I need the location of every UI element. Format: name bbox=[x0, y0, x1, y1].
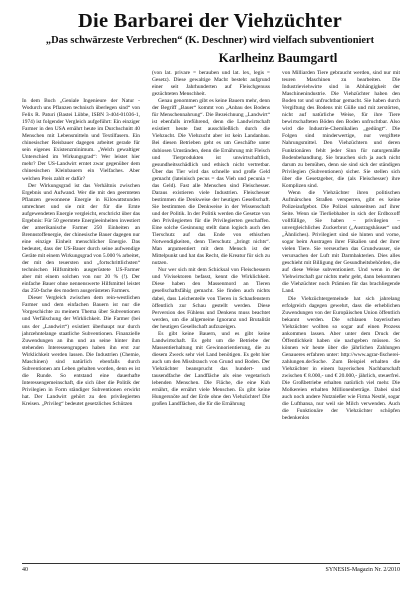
article-subtitle: „Das schwärzeste Verbrechen“ (K. Deschner) wird vielfach subventioniert bbox=[45, 35, 375, 46]
paragraph: Wenn die Viehzüchter ihren politischen Aufmärschen Straßen versperren, gibt es keine Polizeiaufgebot. Die Polizei sahnseitsen auf ihrer Seite. Wenn sie Tierliebhaber in sich der Erdboxoff vollfüllige, Sie haben – privilegien – unvergleichliches Zuckerbrot („Austragshäuser“ und „Ähnliches). Privilegiert sind sie hinten und vorne, sogar beim Austragen ihrer Fäkalien und der ihrer vielen Tiere. Sie verseuchen das Grundwasser, sie verursachen der Luft mit Darmbakterien. Dies alles geschieht mit Billigung der Gesundheitsbehörden, die auf diese Weise subventioniert. Und wenn in der Viehwirtschaft gar nichts mehr geht, dann bekommen die Viehzüchter noch Prämien für das brachliegende Land. bbox=[282, 189, 400, 295]
text-column-3 bbox=[282, 70, 400, 560]
page-number: 40 bbox=[22, 567, 28, 573]
paragraph: Nur wer sich mit dem Schicksal von Fleischessern und Vivisektoren befasst, kennt die Wirklichkeit. Diese haben den Massenmord an Tieren gesellschaftsfähig gemacht. Sie finden auch nichts dabei, dass Leichenteile von Tieren in Schaufenstern öffentlich zur Schau gestellt werden. Diese Perversion des Fühlens und Denkens muss beachtet werden, um die allgemeine Ignoranz und Brutalität der heutigen Gesellschaft aufzuzeigen. bbox=[152, 267, 270, 330]
paragraph: Der Wirkungsgrad ist das Verhältnis zwischen Ergebnis und Aufwand. Wer die mit den geernteten Pflanzen gewonnene Energie in Kilowattstunden umrechnet und sie mit der für die Ernte aufgewendeten Energie vergleicht, erschrickt über das Ergebnis: Für 50 geerntete Energieeinheiten investiert der amerikanische Farmer 250 Einheiten an Brennstoffenergie, der chinesische Bauer dagegen nur eine einzige Einheit menschlicher Energie. Das bedeutet, dass der US-Bauer durch seine aufwendige Geräte mit einem Wirkungsgrad von 5.000 % arbeitet, der mit den teuersten und „fortschrittlichsten“ technischen Hilfsmitteln ausgerüstete US-Farmer aber mit einem solchen von nur 20 % (!). Der einfache Bauer ohne nennenswerte Hilfsmittel leistet das 250-fache des modern ausgerüsteten Farmers. bbox=[22, 182, 140, 295]
article-author: Karlheinz Baumgartl bbox=[218, 50, 338, 65]
paragraph: Dieser Vergleich zwischen dem rein-westlichen Farmer und dem einfachen Bauern ist nur die Vorgeschichte zu meinem Thema über Subventionen und Verfälschung der Wirklichkeit. Die Farmer (bei uns der „Landwirt“) existiert überhaupt nur durch jahrzehntelange staatliche Subventionen. Finanzielle Zuwendungen an ihn und an seine hinter ihm stehenden Interessengruppen haben ihn erst zur Wirklichkeit werden lassen. Die Industrien (Chemie, Maschinen) sind natürlich ebenfalls durch Subventionen am Leben gehalten worden, denn es ist die Runde. So entstand eine dauerhafte Interessengemeinschaft, die sich über die Politik der Privilegien in Form ständiger Subventionen erwirkt hat. Der Landwirt gehört zu den privilegierten Kreisen. „Privileg“ bedeutet gesetzliches Schützen bbox=[22, 295, 140, 408]
page-footer bbox=[22, 563, 400, 573]
text-column-2 bbox=[152, 70, 270, 560]
publication-name: SYNESIS-Magazin Nr. 2/2010 bbox=[325, 567, 400, 573]
paragraph: Die Viehzüchtergemeinde hat sich jahrelang erfolgreich dagegen gewehrt, dass die erheblichen Zuwendungen von der Europäischen Union öffentlich bekannt werden. Die schlauen bayerischen Viehzüchter wollten so sogar auf einen Prozess ankommen lassen. Aber unter dem Druck der Öffentlichkeit haben sie nachgeben müssen. So können wir heute über die jährlichen Zahlungen Genaueres erfahren unter: http://www.agrar-fischerei-zahlungen.de/Suche. Zum Beispiel erhalten die Viehzüchter in einem bayerischen Nachbarschaft zwischen € 8.000,- und € 20.000,- jährlich, steuerfrei. Die Großbetriebe erhalten natürlich viel mehr. Die Molkereien erhalten Millionenbeträge. Dabei sind auch noch andere Nutznießer wie Firma Nestlé, sogar die Lufthansa, nur weil sie Milch verwenden. Auch die Funktionäre der Viehzüchter schöpfen bedenkenlos bbox=[282, 295, 400, 422]
article-body bbox=[22, 70, 400, 560]
text-column-1 bbox=[22, 98, 140, 560]
paragraph: In dem Buch „Geniale Ingenieure der Natur - Wodurch uns Pflanzen technisch überlegen sind“ von Felix R. Paturi (Bastei Lübbe, ISBN 3-404-01036-1, 1974) ist folgender Vergleich aufgeführt: Ein einziger Farmer in den USA ernährt heute im Durchschnitt 40 Menschen mit Lebensmitteln und Textilfasern. Ein chinesischer Reisbauer dagegen arbeitet gerade für sein eigenes Existenzminimum. „Welch gewaltiger Unterschied im Wirkungsgrad“: Wer leistet hier mehr? Der US-Landwirt erntet zwar gegenüber dem chinesischen Kleinbauern ein Vielfaches. Aber welchen Preis zahlt er dafür? bbox=[22, 98, 140, 182]
paragraph: (von lat. privare = berauben und lat. lex, legis = Gesetz). Diese gewaltige Macht besteht aufgrund einer seit Jahrhunderten auf Fleischgenuss gezüchteten Menschheit. bbox=[152, 70, 270, 98]
paragraph: Genau genommen gibt es keine Bauern mehr, denn der Begriff „Bauer“ kommt von „Anbau des Bodens für Menschennahrung“. Die Bezeichnung „Landwirt“ ist ebenfalls irreführend, denn die Landwirtschaft existiert heute fast ausschließlich durch die Viehzucht. Die Viehzucht aber ist kein Landanbau. Bei diesen Betrieben geht es um Geschäfte unter dubiosen Umständen, denn die Ernährung mit Fleisch und Tierprodukten ist unwirtschaftlich, gesundheitsschädlich und ethisch nicht vertretbar. Über das Tier wird das schnelle und große Geld gemacht (lateinisch pecus = das Vieh und pecunia = das Geld). Fast alle Menschen sind Fleischesser. Daraus existieren viele Industrien. Fleischesser bestimmen die Denkweise der heutigen Gesellschaft. Sie bestimmen die Denkweise in der Wissenschaft und der Politik. In der Politik werden die Gesetze von den Privilegierten für die Privilegierten geschaffen. Eine solche Gesinnung stellt dann logisch auch den Tierschutz auf das Ende von ethischen Notwendigkeiten, denn Tierschutz „bringt nichts“. Man argumentiert mit dem Mensch ist der Mittelpunkt und hat das Recht, die Kreatur für sich zu nutzen. bbox=[152, 98, 270, 267]
paragraph: Es gibt keine Bauern, und es gibt keine Landwirtschaft. Es geht um die Betriebe der Massentierhaltung mit Gewinnorientierung, die zu diesem Zweck sehr viel Land benötigen. Es geht hier auch um den Missbrauch von Grund und Boden. Der Viehzüchter beansprucht das hundert- und tausendfache der Landfläche als eine vegetarisch lebenden Menschen. Die Fläche, die eine Kuh ernährt, die ernährt viele Menschen. Es gibt keine Hungersnöte auf der Erde ohne den Viehzüchter! Die großen Landflächen, die für die Ernährung bbox=[152, 330, 270, 408]
article-title: Die Barbarei der Viehzüchter bbox=[78, 10, 342, 32]
paragraph: von Milliarden Tiere gebraucht werden, sind nur mit teuren Maschinen zu bearbeiten. Die Industrieviehwirte sind in Abhängigkeit der Maschinenindustrie. Die Viehzüchter haben den Boden tot und unfruchtbar gemacht. Sie haben durch Vergiftung des Bodens mit Gülle und mit zerstörten, nicht auf natürliche Weise, für ihre Tiere bewirtschafteten Böden den Boden unfruchtbar. Also wird die Industrie-Chemikalien „gedüngt“. Die Folgen sind minderwertige, nur vergiftete Nahrungsmittel. Den Viehzüchtern und deren Funktionären fehlt jeder Sinn für naturgemäße Bodenbehandlung. Sie brauchen sich ja auch nicht darum zu bemühen, denn sie sind sich der ständigen Privilegien (Subventionen) sicher. Sie stellen sich über die Gesetzgeber, die (als Fleischesser) ihre Komplizen sind. bbox=[282, 70, 400, 189]
